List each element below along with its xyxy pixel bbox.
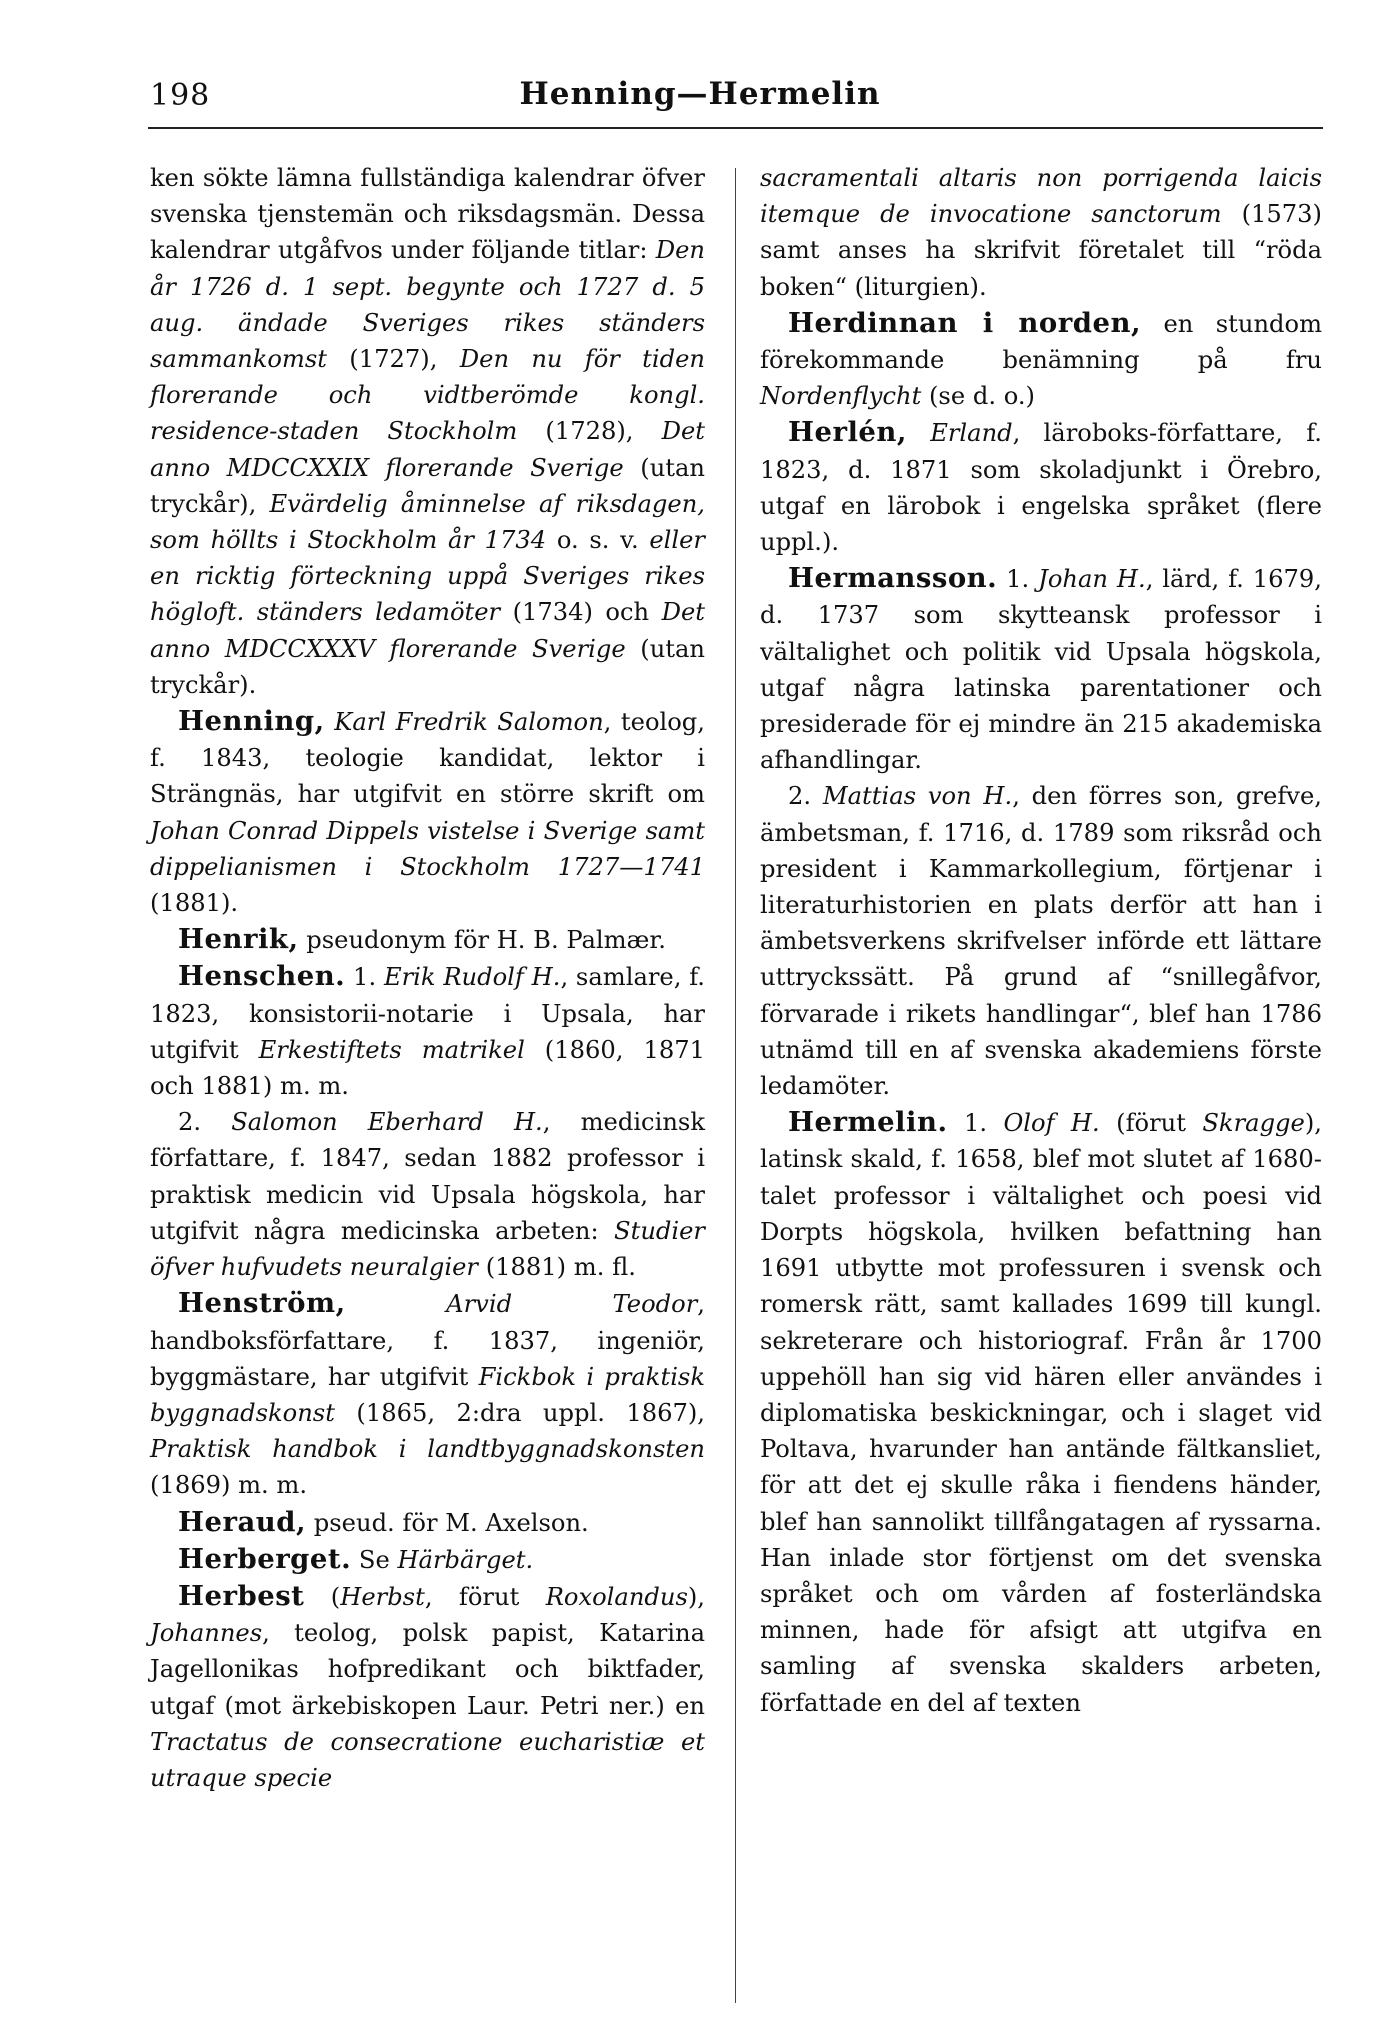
- column-separator: [735, 168, 736, 2003]
- entry-continuation: sacramentali altaris non porrigenda laicis itemque de invocatione sanctorum (1573) samt anses ha skrifvit företalet till “röda boken“ (liturgien).: [760, 164, 1322, 301]
- entry-hermansson: Hermansson. 1. Johan H., lärd, f. 1679, d. 1737 som skytteansk professor i vältalighet och politik vid Upsala högskola, utgaf några latinska parentationer och presiderade för ej mindre än 215 akademiska afhandlingar.: [760, 562, 1322, 775]
- entry-hermelin: Hermelin. 1. Olof H. (förut Skragge), latinsk skald, f. 1658, blef mot slutet af 1680-talet professor i vältalighet och poesi vid Dorpts högskola, hvilken befattning han 1691 utbytte mot professuren i svensk och romersk rätt, samt kallades 1699 till kungl. sekreterare och historiograf. Från år 1700 uppehöll han sig vid hären eller användes i diplomatiska beskickningar, och i slaget vid Poltava, hvarunder han antände fältkansliet, för att det ej skulle råka i fiendens händer, blef han sannolikt tillfångatagen af ryssarna. Han inlade stor förtjenst om det svenska språket och om vården af fosterländska minnen, hade för afsigt att utgifva en samling af svenska skalders arbeten, författade en del af texten: [760, 1106, 1322, 1717]
- entry-heraud: Heraud, pseud. för M. Axelson.: [178, 1505, 589, 1538]
- headword: Herbest: [178, 1579, 305, 1612]
- header-rule: [148, 127, 1323, 129]
- entry-henstrom: Henström, Arvid Teodor, handboksförfattare, f. 1837, ingeniör, byggmästare, har utgifvit Fickbok i praktisk byggnadskonst (1865, 2:dra uppl. 1867), Praktisk handbok i landtbyggnadskonsten (1869) m. m.: [150, 1287, 705, 1500]
- entry-continuation: ken sökte lämna fullständiga kalendrar öfver svenska tjenstemän och riksdagsmän. Dessa kalendrar utgåfvos under följande titlar: Den år 1726 d. 1 sept. begynte och 1727 d. 5 aug. ändade Sveriges rikes ständers sammankomst (1727), Den nu för tiden florerande och vidtberömde kongl. residence-staden Stockholm (1728), Det anno MDCCXXIX florerande Sverige (utan tryckår), Evärdelig åminnelse af riksdagen, som höllts i Stockholm år 1734 o. s. v. eller en ricktig förteckning uppå Sveriges rikes högloft. ständers ledamöter (1734) och Det anno MDCCXXXV florerande Sverige (utan tryckår).: [150, 164, 706, 699]
- headword: Herdinnan i norden,: [788, 306, 1142, 339]
- headword: Henschen.: [178, 960, 346, 993]
- headword: Henrik,: [178, 923, 299, 956]
- headword: Henström,: [178, 1287, 346, 1320]
- entry-hermansson-2: 2. Mattias von H., den förres son, grefve, ämbetsman, f. 1716, d. 1789 som riksråd och president i Kammarkollegium, förtjenar i literaturhistorien en plats derför att han i ämbetsverkens skrifvelser införde ett lättare uttryckssätt. På grund af “snillegåfvor, förvarade i rikets handlingar“, blef han 1786 utnämd till en af svenska akademiens förste ledamöter.: [760, 782, 1322, 1101]
- entry-henschen: Henschen. 1. Erik Rudolf H., samlare, f. 1823, konsistorii-notarie i Upsala, har utgifvit Erkestiftets matrikel (1860, 1871 och 1881) m. m.: [150, 960, 705, 1101]
- headword: Hermelin.: [788, 1106, 948, 1139]
- headword: Henning,: [178, 705, 325, 738]
- right-column: [760, 160, 1322, 1721]
- headword: Herlén,: [788, 416, 907, 449]
- headword: Hermansson.: [788, 562, 998, 595]
- left-column: [150, 160, 705, 1796]
- entry-herlen: Herlén, Erland, läroboks-författare, f. 1823, d. 1871 som skoladjunkt i Örebro, utgaf en lärobok i engelska språket (flere uppl.).: [760, 416, 1322, 557]
- entry-henrik: Henrik, pseudonym för H. B. Palmær.: [178, 923, 666, 956]
- entry-herbest: Herbest (Herbst, förut Roxolandus), Johannes, teolog, polsk papist, Katarina Jagellonikas hofpredikant och biktfader, utgaf (mot ärkebiskopen Laur. Petri ner.) en Tractatus de consecratione eucharistiæ et utraque specie: [150, 1579, 705, 1792]
- headword: Herberget.: [178, 1542, 352, 1575]
- entry-henschen-2: 2. Salomon Eberhard H., medicinsk författare, f. 1847, sedan 1882 professor i praktisk medicin vid Upsala högskola, har utgifvit några medicinska arbeten: Studier öfver hufvudets neuralgier (1881) m. fl.: [150, 1108, 705, 1282]
- entry-henning: Henning, Karl Fredrik Salomon, teolog, f. 1843, teologie kandidat, lektor i Strängnäs, har utgifvit en större skrift om Johan Conrad Dippels vistelse i Sverige samt dippelianismen i Stockholm 1727—1741 (1881).: [150, 705, 705, 918]
- running-head: Henning—Hermelin: [519, 76, 881, 112]
- page-number: 198: [150, 78, 211, 113]
- entry-herberget: Herberget. Se Härbärget.: [178, 1542, 534, 1575]
- headword: Heraud,: [178, 1505, 307, 1538]
- entry-herdinnan: Herdinnan i norden, en stundom förekommande benämning på fru Nordenflycht (se d. o.): [760, 306, 1322, 411]
